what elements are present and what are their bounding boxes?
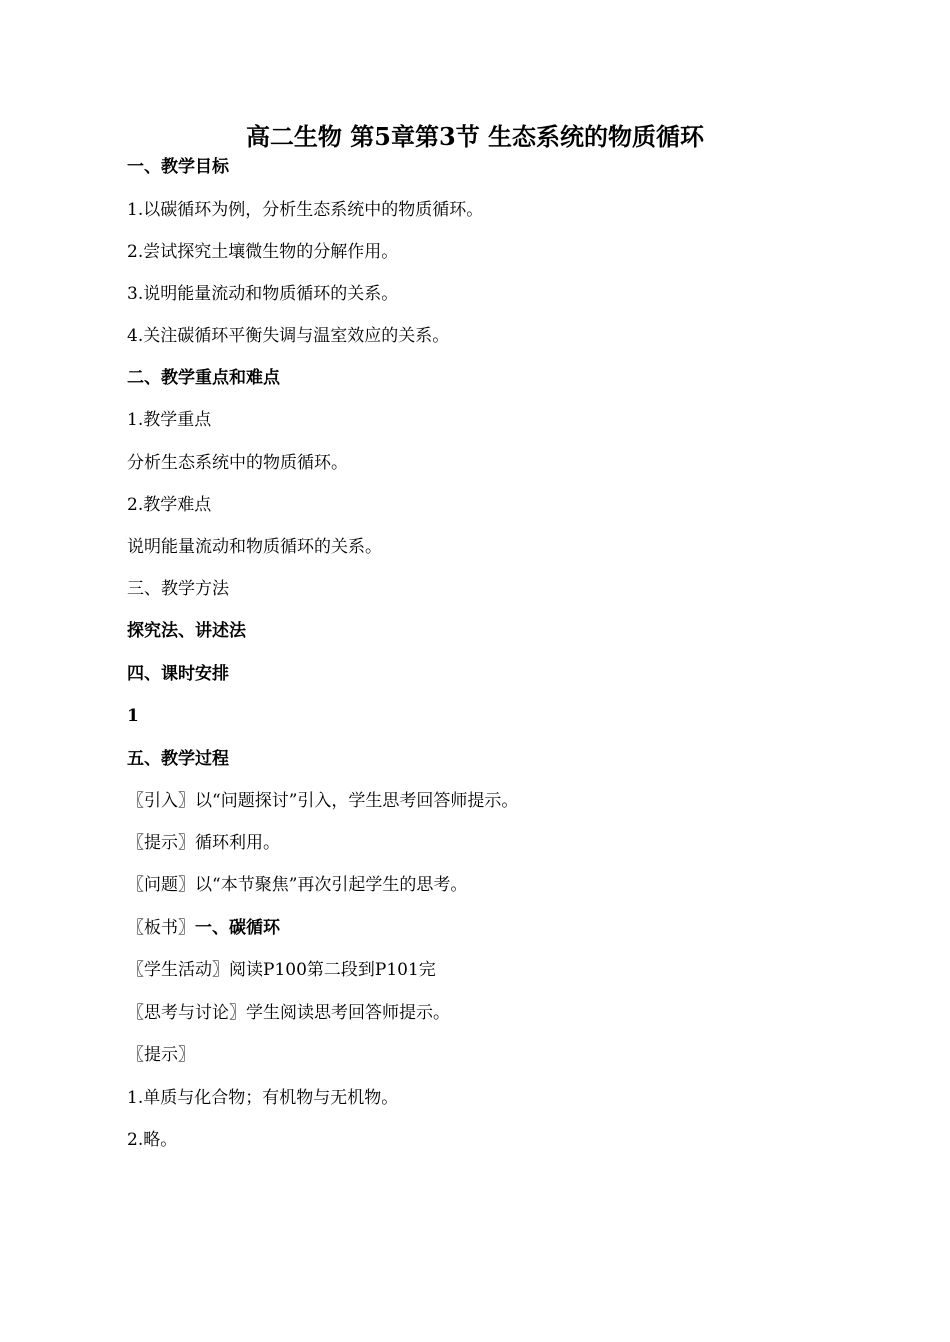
process-line-hint-2: 〖提示〗 [127,1045,195,1065]
board-text: 一、碳循环 [195,918,280,938]
methods-text: 探究法、讲述法 [127,621,246,641]
schedule-text: 1 [127,706,139,726]
process-line-question: 〖问题〗以“本节聚焦”再次引起学生的思考。 [127,875,468,895]
difficult-point-text: 说明能量流动和物质循环的关系。 [127,537,382,557]
objective-item-4: 4.关注碳循环平衡失调与温室效应的关系。 [127,326,450,346]
section-heading-schedule: 四、课时安排 [127,664,229,684]
objective-item-3: 3.说明能量流动和物质循环的关系。 [127,284,399,304]
objective-item-1: 1.以碳循环为例，分析生态系统中的物质循环。 [127,200,484,220]
process-line-intro: 〖引入〗以“问题探讨”引入，学生思考回答师提示。 [127,791,519,811]
section-heading-process: 五、教学过程 [127,749,229,769]
difficult-point-label: 2.教学难点 [127,495,212,515]
objective-item-2: 2.尝试探究土壤微生物的分解作用。 [127,242,399,262]
key-point-label: 1.教学重点 [127,410,212,430]
process-line-answer-1: 1.单质与化合物；有机物与无机物。 [127,1088,399,1108]
key-point-text: 分析生态系统中的物质循环。 [127,453,348,473]
process-line-hint: 〖提示〗循环利用。 [127,833,280,853]
process-line-discussion: 〖思考与讨论〗学生阅读思考回答师提示。 [127,1003,450,1023]
process-line-board [127,916,280,940]
section-heading-key-points: 二、教学重点和难点 [127,368,280,388]
document-title: 高二生物 第5章第3节 生态系统的物质循环 [245,122,705,151]
process-line-answer-2: 2.略。 [127,1130,178,1150]
board-prefix: 〖板书〗 [127,918,195,938]
process-line-activity: 〖学生活动〗阅读P100第二段到P101完 [127,960,436,980]
section-heading-objectives: 一、教学目标 [127,157,229,177]
section-heading-methods: 三、教学方法 [127,579,229,599]
